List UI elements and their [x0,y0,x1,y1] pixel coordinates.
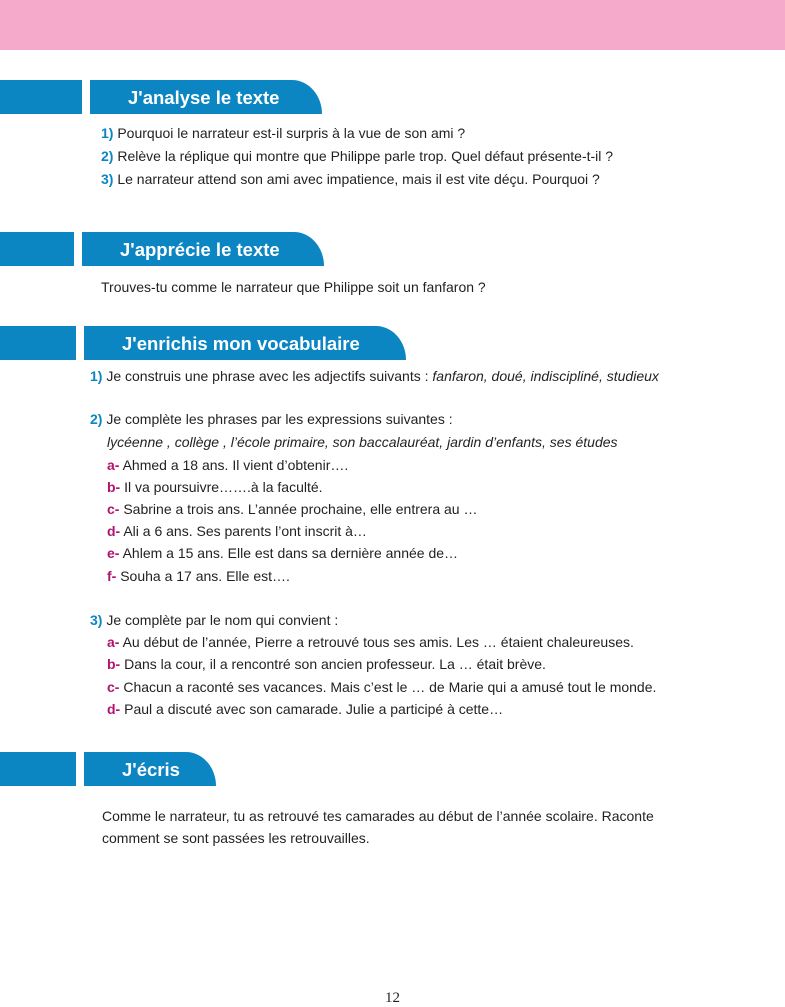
item-letter: c- [107,501,120,517]
expressions-list: lycéenne , collège , l’école primaire, son baccalauréat, jardin d’enfants, ses études [107,434,618,450]
question-text: Je complète les phrases par les expressions suivantes : [106,411,453,427]
item-letter: b- [107,656,121,672]
list-item [107,655,546,673]
top-pink-band [0,0,785,50]
question-number: 2) [90,411,103,427]
item-text: Ahlem a 15 ans. Elle est dans sa dernière année de… [122,545,459,561]
item-text: Ali a 6 ans. Ses parents l’ont inscrit à… [123,523,367,539]
item-text: Il va poursuivre…….à la faculté. [124,479,323,495]
item-letter: f- [107,568,117,584]
vocab-question-3 [90,611,338,629]
question-number: 3) [90,612,103,628]
ecris-line-1: Comme le narrateur, tu as retrouvé tes camarades au début de l’année scolaire. Raconte [102,808,654,824]
item-text: Au début de l’année, Pierre a retrouvé tous ses amis. Les … étaient chaleureuses. [122,634,634,650]
item-text: Sabrine a trois ans. L’année prochaine, elle entrera au … [123,501,478,517]
apprecie-question: Trouves-tu comme le narrateur que Philippe soit un fanfaron ? [101,279,486,295]
item-text: Dans la cour, il a rencontré son ancien professeur. La … était brève. [124,656,546,672]
question-number: 3) [101,171,114,187]
header-left-block [0,752,76,786]
item-letter: d- [107,523,121,539]
item-letter: b- [107,479,121,495]
section-title: J'apprécie le texte [82,232,324,266]
question-text: Pourquoi le narrateur est-il surpris à la vue de son ami ? [117,125,466,141]
list-item [107,478,323,496]
header-left-block [0,326,76,360]
list-item [107,456,348,474]
list-item [107,678,656,696]
item-text: Ahmed a 18 ans. Il vient d’obtenir…. [122,457,349,473]
question-number: 2) [101,148,114,164]
section-title: J'analyse le texte [90,80,322,114]
item-text: Chacun a raconté ses vacances. Mais c’est le … de Marie qui a amusé tout le monde. [123,679,657,695]
vocab-question-2 [90,410,453,428]
question-number: 1) [101,125,114,141]
vocab-question-1 [90,367,659,385]
list-item [107,633,634,651]
header-left-block [0,80,82,114]
item-letter: d- [107,701,121,717]
question-text: Relève la réplique qui montre que Philippe parle trop. Quel défaut présente-t-il ? [117,148,614,164]
item-text: Paul a discuté avec son camarade. Julie a participé à cette… [124,701,504,717]
item-text: Souha a 17 ans. Elle est…. [120,568,290,584]
item-letter: c- [107,679,120,695]
list-item [107,500,477,518]
section-title: J'enrichis mon vocabulaire [84,326,406,360]
item-letter: a- [107,634,120,650]
question-1 [101,124,465,142]
item-letter: a- [107,457,120,473]
ecris-line-2: comment se sont passées les retrouvailles. [102,830,370,846]
adjectives-list: fanfaron, doué, indiscipliné, studieux [432,368,659,384]
question-text: Je construis une phrase avec les adjectifs suivants : [106,368,433,384]
list-item [107,567,290,585]
question-text: Je complète par le nom qui convient : [102,612,339,628]
question-3 [101,170,600,188]
section-title: J'écris [84,752,216,786]
list-item [107,700,503,718]
question-text: Le narrateur attend son ami avec impatience, mais il est vite déçu. Pourquoi ? [117,171,600,187]
question-2 [101,147,613,165]
page-number: 12 [385,990,400,1006]
item-letter: e- [107,545,120,561]
list-item [107,544,458,562]
question-number: 1) [90,368,103,384]
header-left-block [0,232,74,266]
list-item [107,522,367,540]
